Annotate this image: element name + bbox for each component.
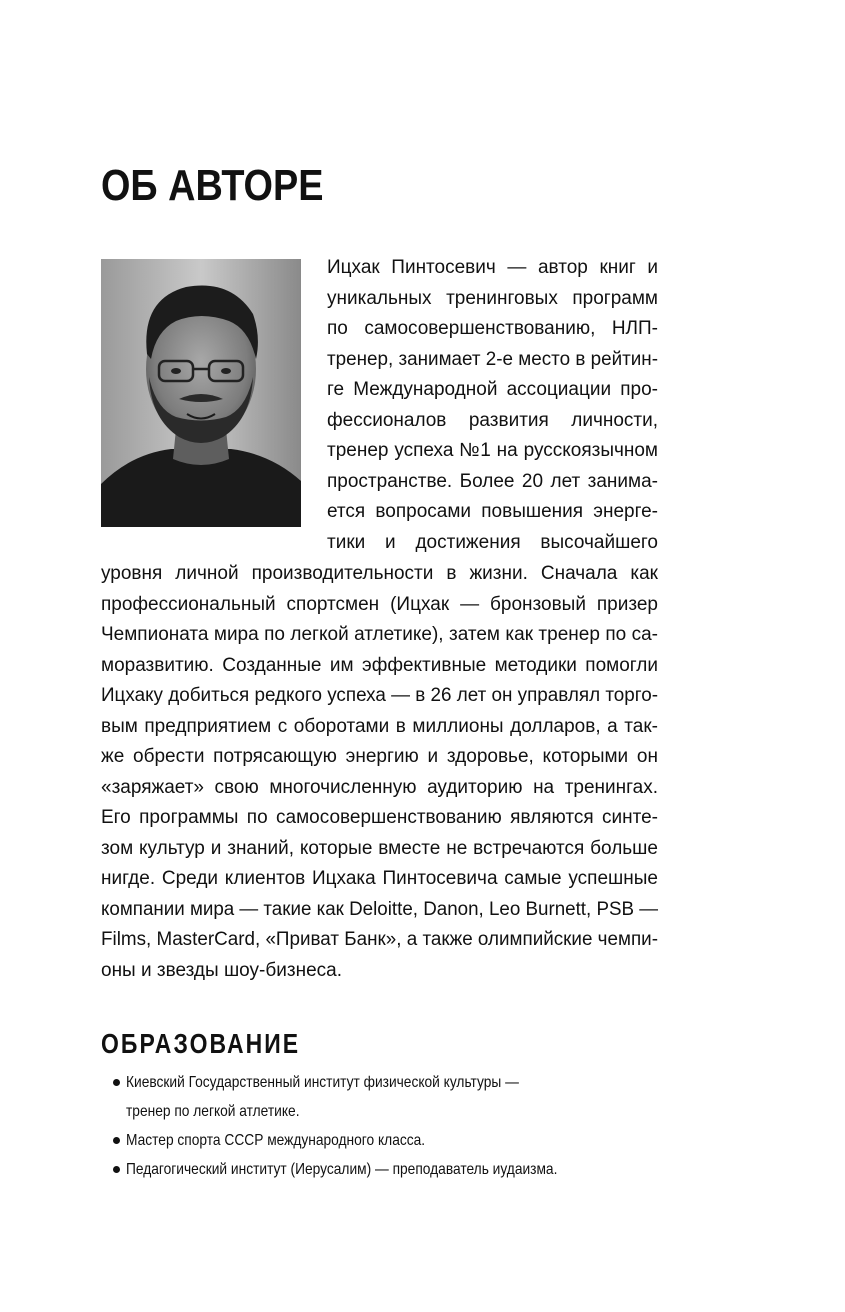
bio-line: ется вопросами повышения энерге- bbox=[327, 501, 658, 522]
bio-line: ге Международной ассоциации про- bbox=[327, 379, 658, 400]
author-portrait-icon bbox=[101, 259, 301, 527]
bio-line: вым предприятием с оборотами в миллионы долларов, а так- bbox=[101, 715, 658, 737]
bio-line: Чемпионата мира по легкой атлетике), затем как тренер по са- bbox=[101, 624, 658, 645]
bio-line: компании мира — такие как Deloitte, Danon, Leo Burnett, PSB — bbox=[101, 898, 659, 920]
education-item-text-continued: тренер по легкой атлетике. bbox=[126, 1103, 300, 1120]
list-item bbox=[110, 1155, 628, 1184]
bullet-icon bbox=[113, 1166, 120, 1173]
bio-line: Ицхаку добиться редкого успеха — в 26 лет он управлял торго- bbox=[101, 685, 659, 706]
bio-line: профессиональный спортсмен (Ицхак — бронзовый призер bbox=[101, 593, 658, 615]
bio-line: Ицхак Пинтосевич — автор книг и bbox=[327, 257, 658, 278]
bio-line: уровня личной производительности в жизни. Сначала как bbox=[101, 563, 658, 584]
education-item-text: Киевский Государственный институт физической культуры — bbox=[126, 1074, 519, 1091]
list-item bbox=[110, 1126, 628, 1155]
bio-line: зом культур и знаний, которые вместе не встречаются больше bbox=[101, 837, 658, 859]
list-item bbox=[110, 1068, 628, 1126]
bio-line: тренер успеха №1 на русскоязычном bbox=[327, 440, 658, 461]
bio-line: фессионалов развития личности, bbox=[327, 409, 658, 431]
education-list bbox=[110, 1068, 628, 1184]
author-photo bbox=[101, 259, 301, 527]
bullet-icon bbox=[113, 1079, 120, 1086]
bio-line: тренер, занимает 2-е место в рейтин- bbox=[327, 348, 658, 370]
bio-paragraph-side bbox=[327, 253, 658, 558]
education-item-text: Педагогический институт (Иерусалим) — преподаватель иудаизма. bbox=[126, 1161, 558, 1178]
bio-line: уникальных тренинговых программ bbox=[327, 287, 658, 309]
bio-line: пространстве. Более 20 лет занима- bbox=[327, 470, 658, 492]
bio-line: оны и звезды шоу-бизнеса. bbox=[101, 959, 342, 981]
bio-line: по самосовершенствованию, НЛП- bbox=[327, 318, 658, 339]
education-title: ОБРАЗОВАНИЕ bbox=[101, 1028, 301, 1059]
bio-paragraph-full bbox=[101, 559, 658, 986]
bio-line: моразвитию. Созданные им эффективные методики помогли bbox=[101, 654, 658, 676]
bio-line: нигде. Среди клиентов Ицхака Пинтосевича самые успешные bbox=[101, 868, 658, 889]
bio-line: «заряжает» свою многочисленную аудиторию на тренингах. bbox=[101, 776, 658, 798]
bio-line: тики и достижения высочайшего bbox=[327, 531, 658, 553]
bullet-icon bbox=[113, 1137, 120, 1144]
education-item-text: Мастер спорта СССР международного класса. bbox=[126, 1132, 426, 1149]
bio-line: Его программы по самосовершенствованию являются синте- bbox=[101, 807, 658, 828]
bio-line: же обрести потрясающую энергию и здоровье, которыми он bbox=[101, 746, 658, 767]
bio-line: Films, MasterCard, «Приват Банк», а также олимпийские чемпи- bbox=[101, 929, 658, 950]
page-title: ОБ АВТОРЕ bbox=[101, 161, 324, 210]
